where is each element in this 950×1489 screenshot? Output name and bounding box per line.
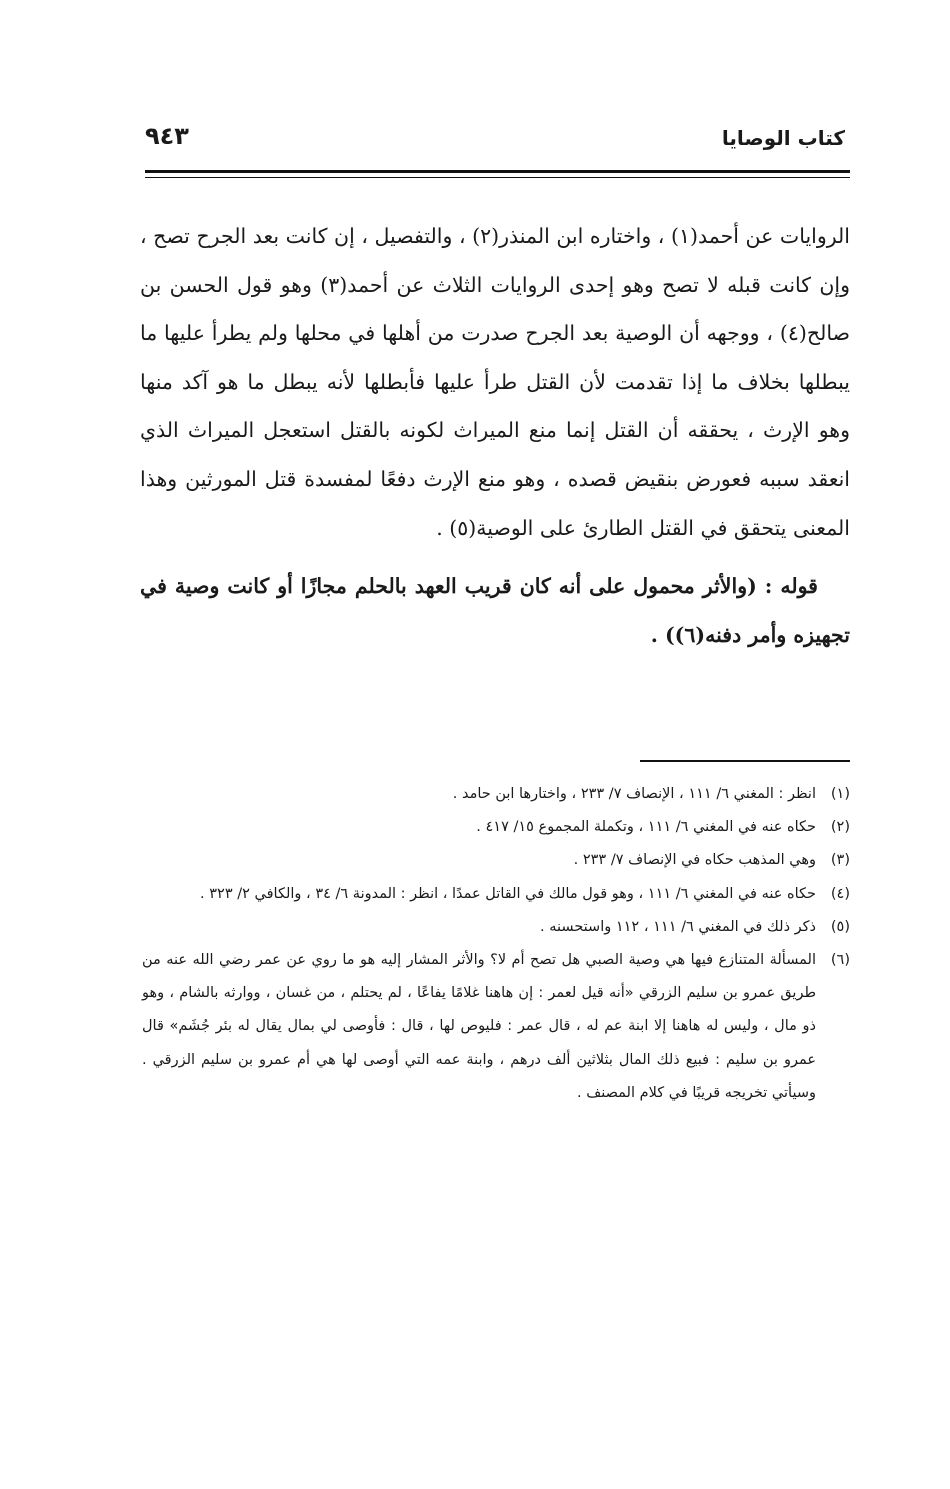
footnotes [142,778,850,1110]
footnote-4 [142,878,850,911]
footnote-number: (٣) [830,852,850,869]
footnote-3 [142,844,850,877]
body-paragraph: الروايات عن أحمد(١) ، واختاره ابن المنذر(٢) ، والتفصيل ، إن كانت بعد الجرح تصح ، وإن كانت قبله لا تصح وهو إحدى الروايات الثلاث عن أحمد(٣) وهو قول الحسن بن صالح(٤) ، ووجهه أن الوصية بعد الجرح صدرت من أهلها في محلها ولم يطرأ عليها ما يبطلها بخلاف ما إذا تقدمت لأن القتل طرأ عليها فأبطلها لأنه يبطل ما هو آكد منها وهو الإرث ، يحققه أن القتل إنما منع الميراث لكونه بالقتل استعجل الميراث الذي انعقد سببه فعورض بنقيض قصده ، وهو منع الإرث دفعًا لمفسدة قتل المورثين وهذا المعنى يتحقق في القتل الطارئ على الوصية(٥) . [140,224,851,540]
quote-paragraph [140,562,850,659]
footnote-number: (٥) [830,918,850,935]
header-rule [145,170,850,173]
footnote-number: (٦) [830,952,850,969]
footnote-1 [142,778,850,811]
footnote-text: المسألة المتنازع فيها هي وصية الصبي هل تصح أم لا؟ والأثر المشار إليه هو ما روي عن عمر رضي الله عنه من طريق عمرو بن سليم الزرقي «أنه قيل لعمر : إن هاهنا غلامًا يفاعًا ، لم يحتلم ، من غسان ، ووارثه بالشام ، وهو ذو مال ، وليس له هاهنا إلا ابنة عم له ، قال عمر : فليوص لها ، قال : فأوصى لي بمال يقال له بئر جُشَم» قال عمرو بن سليم : فبيع ذلك المال بثلاثين ألف درهم ، وابنة عمه التي أوصى لها هي أم عمرو بن سليم الزرقي . وسيأتي تخريجه قريبًا في كلام المصنف . [142,952,816,1101]
book-title: كتاب الوصايا [721,126,845,150]
footnote-separator [640,760,850,762]
footnote-text: ذكر ذلك في المغني ٦/ ١١١ ، ١١٢ واستحسنه . [540,918,816,935]
page-number: ٩٤٣ [145,122,189,150]
footnote-6 [142,944,850,1110]
header-rule-thin [145,177,850,178]
running-header [145,120,845,160]
footnote-text: حكاه عنه في المغني ٦/ ١١١ ، وهو قول مالك في القاتل عمدًا ، انظر : المدونة ٦/ ٣٤ ، والكافي ٢/ ٣٢٣ . [200,885,816,902]
footnote-5 [142,911,850,944]
quote-text: : (والأثر محمول على أنه كان قريب العهد بالحلم مجازًا أو كانت وصية في تجهيزه وأمر دفنه(٦)) . [140,574,850,647]
footnote-text: حكاه عنه في المغني ٦/ ١١١ ، وتكملة المجموع ١٥/ ٤١٧ . [476,819,816,836]
main-text [140,212,850,659]
footnote-number: (٤) [830,885,850,902]
footnote-2 [142,811,850,844]
quote-label: قوله [780,574,818,599]
footnote-number: (١) [830,786,850,802]
footnote-number: (٢) [830,819,850,836]
footnote-text: انظر : المغني ٦/ ١١١ ، الإنصاف ٧/ ٢٣٣ ، واختارها ابن حامد . [452,786,816,802]
footnote-text: وهي المذهب حكاه في الإنصاف ٧/ ٢٣٣ . [573,852,816,869]
